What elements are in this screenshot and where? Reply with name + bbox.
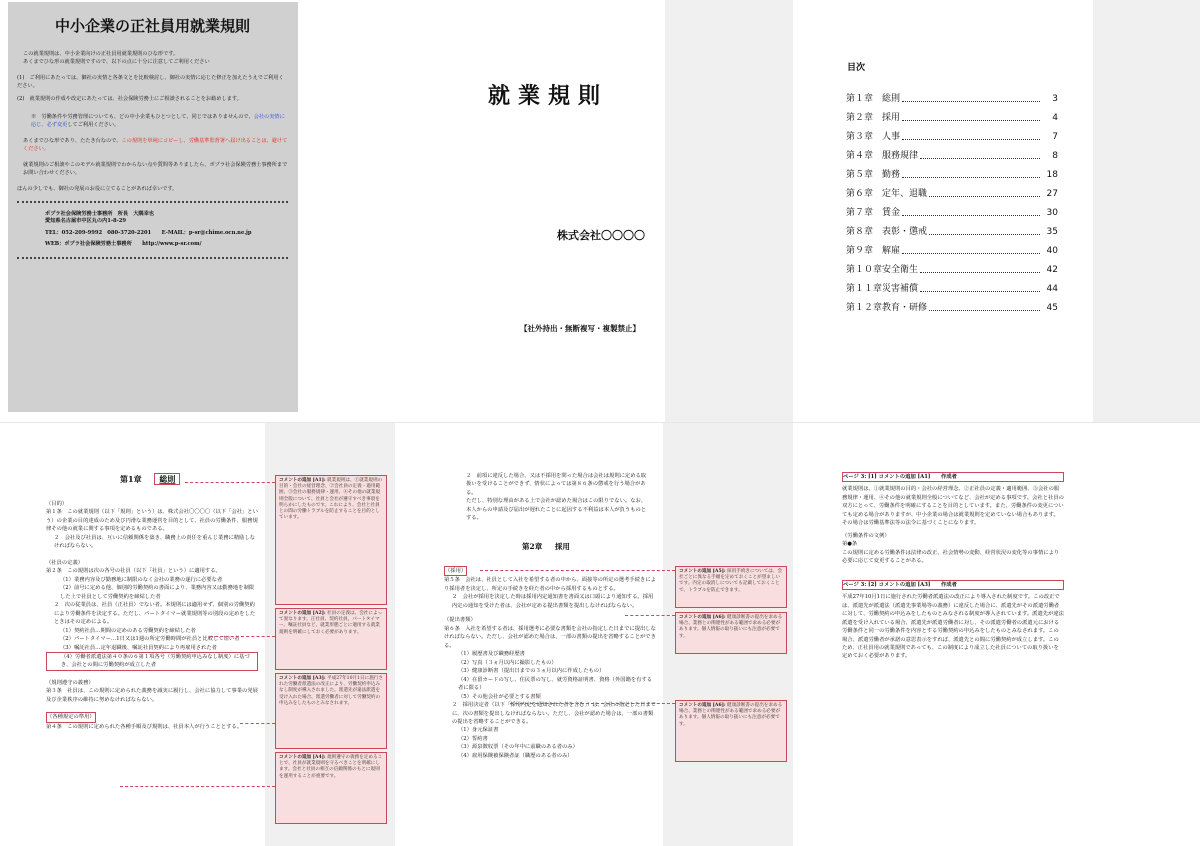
toc-entry-page: 27 [1046, 188, 1058, 199]
toc-entry-page: 7 [1052, 131, 1058, 142]
article6-clause2-item4: （4）雇用保険被保険者証（職歴のある者のみ） [458, 752, 573, 759]
cover-notice-page [8, 2, 298, 412]
article2-clause2: ２ 次の従業員は、社員（正社員）でない者。本規則には適用せず、個別の労働契約により労働条件を決定する。ただし、パートタイマー就業規則等の別段の定めをしたときはその定めによる。 [46, 601, 258, 626]
divider-top [17, 201, 288, 203]
toc-entry-label: 第１章 総則 [846, 93, 901, 104]
toc-entry-label: 第１０章安全衛生 [846, 264, 919, 275]
comment-balloon[interactable] [275, 673, 387, 749]
comment-connector [625, 615, 675, 616]
article6-item3: （3）健康診断書（提出日までの３ヵ月以内に作成したもの） [458, 668, 605, 675]
title-page [400, 0, 665, 420]
toc-entry-page: 40 [1046, 245, 1058, 256]
toc-leader-dots [902, 215, 1040, 216]
toc-entry-label: 第８章 表彰・懲戒 [846, 226, 928, 237]
comment-title: コメントの追加 [A4]: [279, 755, 326, 760]
divider-bottom [17, 257, 288, 259]
comment-connector [510, 703, 675, 704]
comment-list-sample-caption: （労働条件の文例） [842, 532, 890, 539]
article6-clause2-item1: （1）身元保証書 [458, 727, 499, 734]
article3-text: 第３条 社員は、この規則に定められた義務を誠実に履行し、会社に協力して事業の発展及び企業秩序の維持に努めなければならない。 [46, 688, 258, 703]
toc-entry-page: 8 [1052, 150, 1058, 161]
article5-text: 第５条 会社は、社員として入社を希望する者の中から、面接等の所定の選考手続きにより採用者を決定し、所定の手続きを経た者の中から採用するものとする。 [444, 577, 656, 592]
toc-entry[interactable] [846, 276, 1058, 295]
toc-entry-label: 第４章 服務規律 [846, 150, 919, 161]
article2-item2: （2）前号に定める他、個別的労働契約の書面により、業務内容又は勤務地を制限した上で社員として労働契約を締結した者 [60, 585, 255, 600]
toc-entry-page: 44 [1046, 283, 1058, 294]
note-text-a: ※ 労働条件や労務管理についても、どの中小企業もひとつとして、同じではありませんので、 [31, 113, 254, 120]
chapter1-page [10, 426, 265, 846]
comment-balloon[interactable] [275, 608, 387, 670]
page-frame-line [0, 422, 1200, 423]
comment-title: コメントの追加 [A1]: [279, 478, 326, 483]
toc-leader-dots [902, 101, 1040, 102]
comment-balloon[interactable] [675, 700, 787, 762]
toc-entry-page: 42 [1046, 264, 1058, 275]
toc-page [800, 0, 1090, 420]
comment-list-sample-text: この規則に定める労働条件は法律の改正、社会情勢の変動、経営状況の変化等の事情により必要に応じて変更することがある。 [842, 549, 1060, 565]
toc-entry-label: 第６章 定年、退職 [846, 188, 928, 199]
article4-text: 第４条 この規則に定められた各種手順及び規則は、社員本人が行うこととする。 [46, 723, 242, 730]
note-paragraph [17, 113, 288, 129]
comment-balloon[interactable] [675, 612, 787, 654]
comment-connector [240, 723, 275, 724]
comment-balloon[interactable] [275, 752, 387, 824]
toc-leader-dots [902, 120, 1040, 121]
toc-leader-dots [920, 158, 1040, 159]
article5-caption: （採用） [444, 566, 467, 576]
article6-clause2-item2: （2）誓約書 [458, 735, 488, 742]
toc-list [846, 86, 1058, 314]
chapter2-number: 第2章 [522, 542, 543, 551]
toc-leader-dots [929, 310, 1040, 311]
article1-caption: （目的） [46, 501, 68, 507]
comment-body: 平成27年10月1日に施行された労働者派遣法の改正により、労働契約申込みなし制度が導入されました。派遣先が違法派遣を受け入れた場合、派遣労働者に対して労働契約の申込みをしたものとみなされます。 [279, 676, 383, 706]
comment-list-header-2: ページ 3: [2] コメントの追加 [A3] 作成者 [842, 580, 1064, 590]
warning-emphasis: この規則を単純にコピーし、労働基準監督署へ届け出ることは、避けてください。 [23, 137, 288, 152]
toc-entry-label: 第７章 賃金 [846, 207, 901, 218]
article6-caption: （提出書類） [444, 617, 476, 624]
note-text-c: してご利用ください。 [67, 121, 120, 128]
comments-list-page [800, 426, 1100, 846]
comment-title: コメントの追加 [A3]: [279, 676, 326, 681]
article6-item2: （2）写真（３ヵ月以内に撮影したもの） [458, 659, 557, 666]
article6-clause2-item3: （3）源泉徴収票（その年中に前職のある者のみ） [458, 744, 578, 751]
article5-clause2: ２ 会社が採用を決定した時は採用内定通知書を書面又は口頭により通知する。採用内定の通知を受けた者は、会社が定める提出書類を提出しなければならない。 [452, 594, 654, 609]
article4-caption: （各種規定の準用） [46, 712, 96, 722]
article2-clause2-item4: （4）労働者派遣法第４０条の６第１項各号（労働契約申込みなし制度）に基づき、会社との間に労働契約が成立した者 [46, 652, 258, 671]
toc-entry[interactable] [846, 200, 1058, 219]
comment-body: 健康診断書の提出を求める場合、業務との関連性がある範囲で求める必要があります。個人情報の取り扱いにも注意が必要です。 [679, 703, 783, 727]
article2-text: 第２条 この規則は次の各号の社員（以下「社員」という）に適用する。 [46, 568, 221, 575]
article2-item1: （1）業務内容及び勤務地に制限のなく会社の業務の遂行に必要な者 [60, 576, 223, 583]
comment-body: 就業規則は、①就業規則の目的・会社の経営理念、②会社員の定義・適用範囲、③会社の服務規律・運用、④その他の就業規則全般について、社員と会社が遵守すべき事項を明らかにしたものです。これにより、会社と社員との間の労働トラブルを防止することを目的としています。 [279, 478, 383, 521]
toc-leader-dots [902, 253, 1040, 254]
chapter2-heading [522, 542, 570, 552]
toc-entry-label: 第１２章教育・研修 [846, 302, 928, 313]
chapter2-carryover-2: ただし、特別な理由がある上で会社が認めた場合はこの限りでない。なお、本人からの申請及び届出が遅れたことに起因する不利益は本人が負うものとする。 [466, 498, 647, 522]
article6-clause2: ２ 採用決定者（以下「採用内定を通知された者を含む」）は、会社の指定した日までに、次の書類を提出しなければならない。ただし、会社が認めた場合は、一部の書類の提出を省略することができる。 [452, 702, 656, 725]
comment-connector [480, 570, 675, 571]
chapter1-heading [120, 474, 180, 485]
comment-list-body-2: 平成27年10月1日に施行された労働者派遣法の改正により導入された制度です。この改正では、派遣先が派遣法（派遣先事業場等の義務）に違反した場合に、派遣先がその派遣労働者に対して、労働契約の申込みをしたものとみなされる制度が導入されています。派遣先が違法派遣を受け入れている場合、派遣先が派遣労働者に対し、その派遣労働者の派遣元における労働条件と同一の労働条件を内容とする労働契約の申込みをしたものとみなされます。この場合、派遣労働者が承諾の意思表示をすれば、派遣先との間に労働契約が成立します。このため、正社員用の就業規則であっても、この制度により成立した社員についての取り扱いを定めておく必要があります。 [842, 594, 1064, 660]
toc-entry-page: 35 [1046, 226, 1058, 237]
toc-leader-dots [920, 291, 1040, 292]
page-gutter [665, 0, 793, 422]
comment-list-sample-article: 第●条 [842, 541, 858, 548]
warning-text-a: あくまでひな形であり、たたき台なので、 [23, 137, 122, 144]
company-name: 株式会社〇〇〇〇 [557, 229, 645, 242]
note-emphasis: 会社の実情に応じ、必ず変更 [31, 113, 285, 128]
comment-title: コメントの追加 [A6]: [679, 703, 726, 708]
chapter1-number: 第1章 [120, 474, 142, 484]
chapter2-title: 採用 [554, 542, 570, 551]
toc-entry[interactable] [846, 162, 1058, 181]
toc-entry-label: 第９章 解雇 [846, 245, 901, 256]
comment-body: 規則遵守の義務を定めることで、社員が就業規則を守るべきことを明確にします。会社と社員の相互の信頼関係のもとに規則を運用することが重要です。 [279, 755, 383, 779]
toc-entry[interactable] [846, 124, 1058, 143]
comment-balloon[interactable] [275, 475, 387, 605]
toc-entry-label: 第５章 勤務 [846, 169, 901, 180]
comment-connector [185, 482, 275, 483]
toc-entry[interactable] [846, 143, 1058, 162]
toc-entry-label: 第１１章災害補償 [846, 283, 919, 294]
article6-item5: （5）その他会社が必要とする書類 [458, 693, 541, 700]
toc-leader-dots [929, 196, 1040, 197]
toc-entry-page: 30 [1046, 207, 1058, 218]
comment-body: 採用手続きについては、会社ごとに異なる手順を定めておくことが望ましいです。内定の取消しについても記載しておくことで、トラブルを防止できます。 [679, 569, 783, 593]
comment-body: 健康診断書の提出を求める場合、業務との関連性がある範囲で求める必要があります。個人情報の取り扱いにも注意が必要です。 [679, 615, 783, 639]
confidential-notice: 【社外持出・無断複写・複製禁止】 [520, 324, 640, 333]
toc-entry[interactable] [846, 295, 1058, 314]
office-address: 愛知県名古屋市中区丸の内1-8-29 [45, 218, 126, 225]
article2-caption: （社員の定義） [46, 559, 84, 566]
office-name: ポプラ社会保険労務士事務所 所長 大隅幸也 [45, 211, 154, 217]
toc-entry-label: 第２章 採用 [846, 112, 901, 123]
chapter2-page [400, 426, 663, 846]
article6-item1: （1）履歴書及び職務経歴書 [458, 651, 525, 658]
toc-entry-page: 4 [1052, 112, 1058, 123]
comment-balloon[interactable] [675, 566, 787, 608]
comment-list-header-1: ページ 3: [1] コメントの追加 [A1] 作成者 [842, 472, 1064, 482]
toc-entry[interactable] [846, 238, 1058, 257]
comment-body: 社員の定義は、会社によって異なります。正社員、契約社員、パートタイマー、嘱託社員など、就業形態ごとに適用する就業規則を明確にしておく必要があります。 [279, 611, 383, 635]
toc-entry[interactable] [846, 257, 1058, 276]
toc-entry[interactable] [846, 86, 1058, 105]
office-tel-email: TEL：052-209-9992 080-3720-2201 E-MAIL：p-sr@chime.ocn.ne.jp [45, 229, 252, 236]
article3-caption: （規則遵守の義務） [46, 679, 94, 686]
toc-entry[interactable] [846, 105, 1058, 124]
article6-item4: （4）在留カードの写し、住民票の写し、就労資格証明書、資格（外国籍を有する者に限る） [458, 676, 653, 692]
warning-paragraph [17, 137, 288, 153]
closing-line: ほんの少しでも、御社の発展のお役に立てることがあれば幸いです。 [17, 185, 178, 192]
office-web: WEB：ポプラ社会保険労務士事務所 http://www.p-sr.com/ [45, 241, 202, 248]
chapter1-title: 総則 [154, 473, 180, 485]
toc-entry-page: 3 [1052, 93, 1058, 104]
toc-entry-page: 18 [1046, 169, 1058, 180]
article1-text: 第１条 この就業規則（以下「規則」という）は、株式会社〇〇〇〇（以下「会社」という）の企業の目的達成のため及び円滑な業務運営を目的として、社員の労働条件、服務規律その他の就業に関する事項を定めるものである。 [46, 509, 258, 533]
usage-item-1: (1) ご利用にあたっては、御社の実情と各条文とを比較検討し、御社の実情に応じた修正を加えたうえでご利用ください。 [17, 75, 284, 90]
toc-entry-label: 第３章 人事 [846, 131, 901, 142]
toc-leader-dots [902, 177, 1040, 178]
document-title: 就業規則 [488, 84, 609, 109]
comment-title: コメントの追加 [A6]: [679, 615, 726, 620]
comment-title: コメントの追加 [A5]: [679, 569, 726, 574]
usage-item-2: (2) 就業規則の作成や改定にあたっては、社会保険労務士にご相談されることをお勧めします。 [17, 95, 242, 102]
intro-line-1: この就業規則は、中小企業向けの正社員用就業規則のひな形です。 [23, 51, 179, 58]
toc-entry-page: 45 [1046, 302, 1058, 313]
comment-connector [210, 636, 275, 637]
article6-text: 第６条 入社を希望する者は、採用選考に必要な書類を会社の指定した日までに提出しなければならない。ただし、会社が認めた場合は、一部の書類の提出を省略することができる。 [444, 625, 656, 649]
cover-notice-title: 中小企業の正社員用就業規則 [54, 17, 250, 35]
toc-leader-dots [929, 234, 1040, 235]
toc-leader-dots [902, 139, 1040, 140]
chapter2-carryover-1: ２ 前項に違反した場合、又は不採用を問った場合は会社は規則に定める取扱いを受けることができず、情状によっては第８６条の懲戒を行う場合がある。 [466, 473, 647, 496]
toc-entry[interactable] [846, 219, 1058, 238]
page-gutter [1093, 0, 1200, 422]
intro-line-2: あくまでひな形の就業規則ですので、以下の点に十分に注意してご利用ください [23, 59, 210, 66]
article1-clause2: ２ 会社及び社員は、互いに信頼関係を築き、職務上の責任を重んじ業務に精励しなければならない。 [54, 534, 256, 550]
comment-connector [120, 786, 275, 787]
toc-heading: 目次 [847, 63, 866, 73]
article2-clause2-item1: （1）契約社員…期間の定めのある労働契約を締結した者 [60, 627, 196, 634]
article2-clause2-item2: （2）パートタイマー…1日又は1週の所定労働時間が社員と比較して短い者 [60, 636, 240, 643]
comment-list-body-1: 就業規則は、①就業規則の目的・会社の経営理念、②正社員の定義・適用範囲、③会社の服務規律・運用、④その他の就業規則全般についてなど、会社が定める事項です。会社と社員の双方にとって、労働条件を明確にすることを目的としています。また、労働条件の変更についても定める場合がありますが、中小企業の場合は就業規則を定めていない場合もあります。その場合は労働基準法等の法令に基づくことになります。 [842, 486, 1064, 527]
consult-paragraph: 就業規則のご相談やこのモデル就業規則でわからない点や質問等ありましたら、ポプラ社会保険労務士事務所までお問い合わせください。 [23, 161, 288, 176]
toc-entry[interactable] [846, 181, 1058, 200]
comment-title: コメントの追加 [A2]: [279, 611, 326, 616]
article2-clause2-item3: （3）嘱託社員…定年退職後、嘱託社員契約により再雇用された者 [60, 644, 217, 651]
toc-leader-dots [920, 272, 1040, 273]
